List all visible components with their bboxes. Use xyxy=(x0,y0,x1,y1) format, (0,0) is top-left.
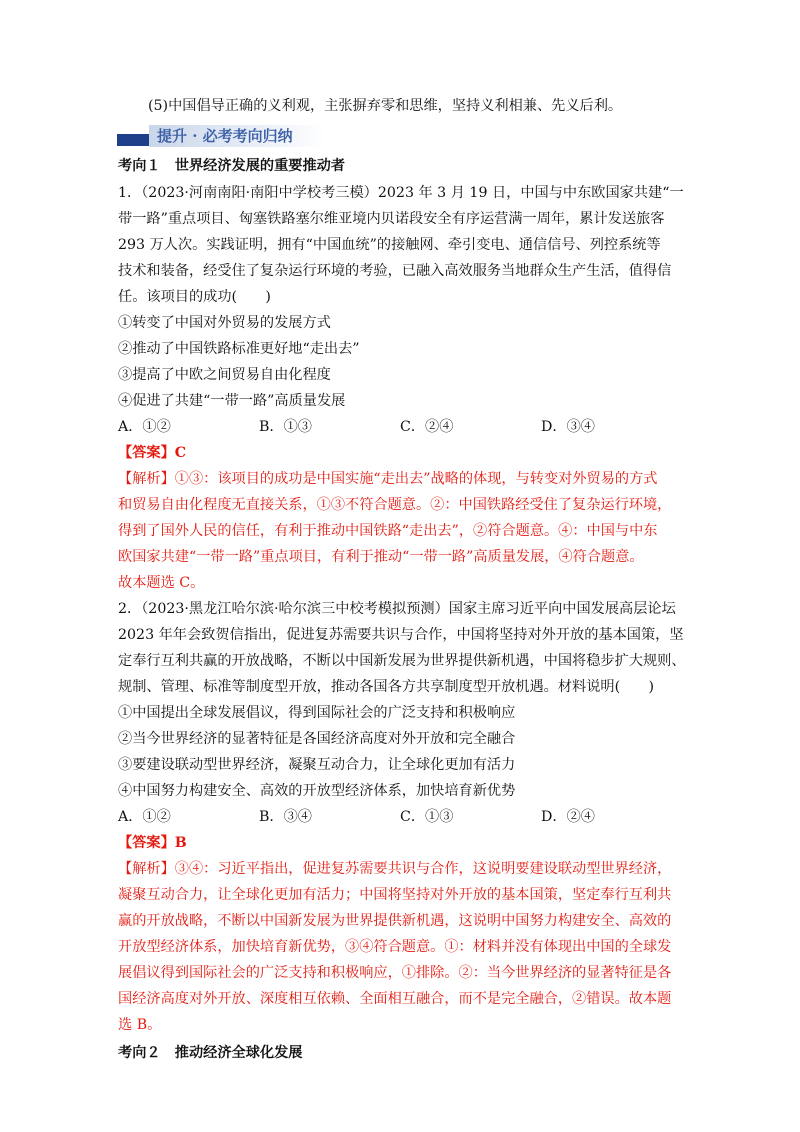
q2-option-d: D．②④ xyxy=(541,809,595,825)
q1-analysis-line: 和贸易自由化程度无直接关系，①③不符合题意。②：中国铁路经受住了复杂运行环境， xyxy=(118,497,672,513)
q2-options xyxy=(118,807,682,827)
q2-stem-line: 定奉行互利共赢的开放战略，不断以中国新发展为世界提供新机遇，中国将稳步扩大规则、 xyxy=(118,653,686,669)
q1-stem-line: 任。该项目的成功( ) xyxy=(118,289,271,305)
banner-bar xyxy=(117,134,149,146)
q2-statement: ②当今世界经济的显著特征是各国经济高度对外开放和完全融合 xyxy=(118,731,516,747)
q1-stem-line: 1．（2023·河南南阳·南阳中学校考三模）2023 年 3 月 19 日，中国与中东欧国家共建“一 xyxy=(118,185,684,201)
q1-statement: ②推动了中国铁路标准更好地“走出去” xyxy=(118,341,360,357)
q1-option-c: C．②④ xyxy=(400,419,454,435)
q2-option-c: C．①③ xyxy=(400,809,454,825)
q2-answer: 【答案】B xyxy=(118,835,187,851)
q1-option-b: B．①③ xyxy=(259,419,312,435)
q2-analysis-line: 赢的开放战略，不断以中国新发展为世界提供新机遇，这说明中国努力构建安全、高效的 xyxy=(118,913,672,929)
q1-statement: ①转变了中国对外贸易的发展方式 xyxy=(118,315,331,331)
q2-option-a: A．①② xyxy=(118,809,171,825)
section-heading-2: 考向２ 推动经济全球化发展 xyxy=(118,1045,303,1061)
q2-analysis-line: 【解析】③④：习近平指出，促进复苏需要共识与合作，这说明要建设联动型世界经济， xyxy=(118,861,672,877)
q2-analysis-line: 展倡议得到国际社会的广泛支持和积极响应，①排除。②：当今世界经济的显著特征是各 xyxy=(118,965,672,981)
q2-stem-line: 2．（2023·黑龙江哈尔滨·哈尔滨三中校考模拟预测）国家主席习近平向中国发展高层论坛 xyxy=(118,601,676,617)
q1-analysis-line: 得到了国外人民的信任，有利于推动中国铁路“走出去”，②符合题意。④：中国与中东 xyxy=(118,523,658,539)
q2-statement: ①中国提出全球发展倡议，得到国际社会的广泛支持和积极响应 xyxy=(118,705,516,721)
q1-answer: 【答案】C xyxy=(118,445,187,461)
banner-title: 提升 · 必考考向归纳 xyxy=(157,127,293,145)
q1-option-d: D．③④ xyxy=(541,419,595,435)
q2-analysis-line: 凝聚互动合力，让全球化更加有活力；中国将坚持对外开放的基本国策，坚定奉行互利共 xyxy=(118,887,672,903)
q1-stem-line: 技术和装备，经受住了复杂运行环境的考验，已融入高效服务当地群众生产生活，值得信 xyxy=(118,263,672,279)
q1-options xyxy=(118,417,682,437)
q2-analysis-line: 开放型经济体系，加快培育新优势，③④符合题意。①：材料并没有体现出中国的全球发 xyxy=(118,939,672,955)
q2-statement: ③要建设联动型世界经济，凝聚互动合力，让全球化更加有活力 xyxy=(118,757,516,773)
q2-stem-line: 规制、管理、标准等制度型开放，推动各国各方共享制度型开放机遇。材料说明( ) xyxy=(118,679,655,695)
q1-analysis-line: 欧国家共建“一带一路”重点项目，有利于推动“一带一路”高质量发展，④符合题意。 xyxy=(118,549,644,565)
q2-statement: ④中国努力构建安全、高效的开放型经济体系，加快培育新优势 xyxy=(118,783,516,799)
section-heading-1: 考向１ 世界经济发展的重要推动者 xyxy=(118,158,346,174)
q2-analysis-line: 国经济高度对外开放、深度相互依赖、全面相互融合，而不是完全融合，②错误。故本题 xyxy=(118,991,672,1007)
q2-option-b: B．③④ xyxy=(259,809,312,825)
intro-line: (5)中国倡导正确的义利观，主张摒弃零和思维，坚持义利相兼、先义后利。 xyxy=(148,98,623,114)
q1-option-a: A．①② xyxy=(118,419,171,435)
q1-statement: ③提高了中欧之间贸易自由化程度 xyxy=(118,367,331,383)
q1-analysis-line: 【解析】①③：该项目的成功是中国实施“走出去”战略的体现，与转变对外贸易的方式 xyxy=(118,471,658,487)
q1-statement: ④促进了共建“一带一路”高质量发展 xyxy=(118,393,346,409)
q2-stem-line: 2023 年年会致贺信指出，促进复苏需要共识与合作，中国将坚持对外开放的基本国策，坚 xyxy=(118,627,684,643)
section-banner xyxy=(117,125,327,147)
q1-stem-line: 293 万人次。实践证明，拥有“中国血统”的接触网、牵引变电、通信信号、列控系统等 xyxy=(118,237,661,253)
q2-analysis-line: 选 B。 xyxy=(118,1017,162,1033)
q1-analysis-line: 故本题选 C。 xyxy=(118,575,205,591)
q1-stem-line: 带一路”重点项目、匈塞铁路塞尔维亚境内贝诺段安全有序运营满一周年，累计发送旅客 xyxy=(118,211,665,227)
